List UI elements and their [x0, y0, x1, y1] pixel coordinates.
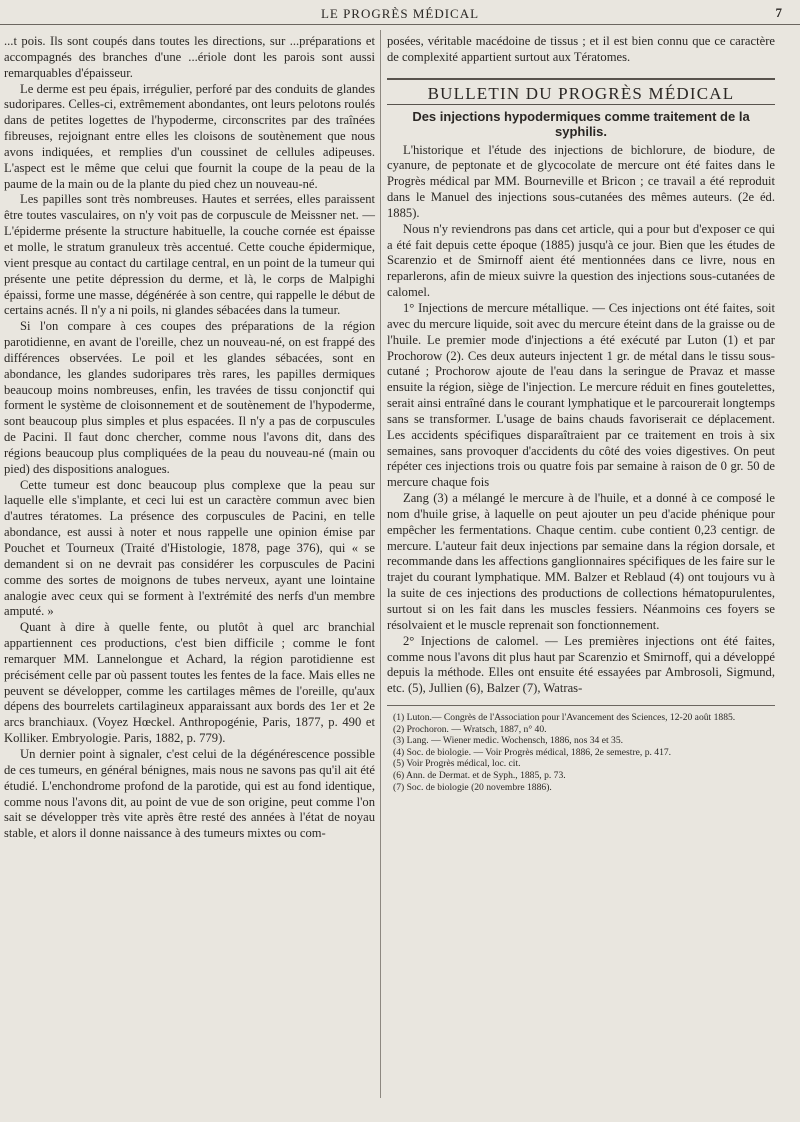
page-header: [0, 4, 800, 25]
footnote: (3) Lang. — Wiener medic. Wochensch, 1886, nos 34 et 35.: [393, 735, 624, 747]
footnote: (6) Ann. de Dermat. et de Syph., 1885, p. 73.: [393, 770, 566, 782]
right-column: [387, 34, 775, 793]
left-paragraph: Les papilles sont très nombreuses. Hautes et serrées, elles paraissent être toutes vasculaires, on n'y voit pas de corpuscule de Meissner net. — L'épiderme présente la structure habituelle, la couche cornée est épaisse et molle, le stratum granuleux très accentué. Cette couche épidermique, vient presque au contact du cartilage central, en un point de la tumeur qui présente une petite dépression du derme, et là, le corps de Malpighi épaissi, forme une masse, dégénérée à son centre, qui rappelle le début de certains acnés. Il n'y a ni poils, ni glandes sébacées dans la tumeur.: [4, 192, 376, 318]
footnote: (2) Prochoron. — Wratsch, 1887, n° 40.: [393, 723, 547, 735]
journal-title: LE PROGRÈS MÉDICAL: [320, 6, 480, 21]
right-continuation: posées, véritable macédoine de tissus ; et il est bien connu que ce caractère de complexité appartient surtout aux Tératomes.: [387, 34, 775, 64]
right-paragraph: L'historique et l'étude des injections de bichlorure, de biodure, de cyanure, de peptonate et de glycocolate de mercure ont été faites dans le Progrès médical par MM. Bourneville et Bricon ; ce travail a été reproduit dans le Manuel des injections sous-cutanées des mêmes auteurs. (2e éd. 1885).: [387, 142, 775, 220]
left-paragraph: Si l'on compare à ces coupes des préparations de la région parotidienne, en avant de l'oreille, chez un nouveau-né, on est frappé des différences observées. Le poil et les glandes sébacées, sont en abondance, les glandes sudoripares très rares, les papilles dermiques beaucoup moins nombreuses, enfin, les travées de tissu conjonctif qui forment le système de cloisonnement et de soutènement de l'hypoderme, sont beaucoup plus simples et plus espacées. Il n'y a pas de corpuscules de Pacini. Il faut donc chercher, comme nous l'avons dit, dans des régions beaucoup plus compliquées de la peau du nouveau-né (main ou pied) des dispositions analogues.: [4, 319, 375, 476]
footnote: (4) Soc. de biologie. — Voir Progrès médical, 1886, 2e semestre, p. 417.: [393, 746, 672, 758]
right-paragraph: Nous n'y reviendrons pas dans cet article, qui a pour but d'exposer ce qui a été fait depuis cette époque (1885) jusqu'à ce jour. Bien que les études de Scarenzio et de Smirnoff aient été mentionnées dans ce livre, nous en reparlerons, afin de mieux suivre la question des injections sous-cutanées de calomel.: [387, 221, 775, 300]
footnote: (7) Soc. de biologie (20 novembre 1886).: [393, 781, 552, 793]
left-paragraph: Un dernier point à signaler, c'est celui de la dégénérescence possible de ces tumeurs, en général bénignes, mais nous ne savons pas qu'il ait été étudié. L'enchondrome profond de la parotide, qui est au fond identique, comme nous l'avons dit, au point de vue de son origine, peut comme l'on sait se développer très vite après être resté des années à l'état de noyau stable, et alors il donne naissance à des tumeurs mixtes ou com-: [4, 746, 375, 841]
left-paragraph: Le derme est peu épais, irrégulier, perforé par des conduits de glandes sudoripares. Celles-ci, extrêmement abondantes, ont leurs pelotons roulés dans de petites logettes de l'hypoderme, circonscrites par des traînées fibreuses, rejoignant entre elles les cloisons de soutènement que nous avons indiquées, et remplies d'un coussinet de cellules adipeuses. L'aspect est le même que celui que fournit la coupe de la peau de la paume de la main ou de la plante du pied chez un nouveau-né.: [4, 81, 375, 191]
column-divider: [380, 30, 381, 1098]
footnote: (5) Voir Progrès médical, loc. cit.: [393, 758, 521, 770]
bulletin-banner: [387, 78, 775, 105]
left-paragraph: Cette tumeur est donc beaucoup plus complexe que la peau sur laquelle elle s'implante, et ceci lui est un caractère commun avec bien d'autres tératomes. La présence des corpuscules de Pacini, en telle abondance, est aussi à noter et nous rappelle une opinion émise par Pouchet et Tourneux (Traité d'Histologie, 1878, page 376), qui « se demandent si on ne devrait pas considérer les corpuscules de Pacini comme des sortes de moignons de tubes nerveux, ayant une lointaine analogie avec ceux qui se forment à l'extrémité des nerfs d'un membre amputé. »: [4, 477, 375, 619]
footnotes: [387, 705, 775, 793]
right-paragraph: Zang (3) a mélangé le mercure à de l'huile, et a donné à ce composé le nom d'huile grise, à laquelle on peut ajouter un peu d'acide phénique pour empêcher les fermentations. Chaque centim. cube contient 0,23 centigr. de mercure. L'auteur fait deux injections par semaine dans la région dorsale, et recommande dans les affections ganglionnaires spécifiques de les faire sur le trajet du courant lymphatique. MM. Balzer et Reblaud (4) ont toujours vu à la suite de ces injections des productions de collections hématopurulentes, surtout si on les fait dans les muscles fessiers. Néanmoins ces foyers se résolvaient et le muscle reprenait son fonctionnement.: [387, 491, 775, 632]
article-title: Des injections hypodermiques comme traitement de la syphilis.: [412, 108, 750, 139]
page-number: 7: [775, 5, 782, 20]
right-paragraph: 2° Injections de calomel. — Les premières injections ont été faites, comme nous l'avons dit plus haut par Scarenzio et Smirnoff, qui a développé depuis la méthode. Elles ont ensuite été essayées par Ambrosoli, Sigmund, etc. (5), Jullien (6), Balzer (7), Watras-: [387, 633, 775, 696]
footnote: (1) Luton.— Congrès de l'Association pour l'Avancement des Sciences, 12-20 août 1885.: [393, 712, 736, 724]
left-paragraph: ...t pois. Ils sont coupés dans toutes les directions, sur ...préparations et accompagnés des branches d'une ...ériole dont les parois sont aussi remarquables d'épaisseur.: [4, 34, 375, 80]
left-paragraph: Quant à dire à quelle fente, ou plutôt à quel arc branchial appartiennent ces productions, c'est bien difficile ; comme le font remarquer MM. Lannelongue et Achard, la région parotidienne est précisément celle par où passent toutes les fentes de la face. Mais elles ne peuvent se développer, comme les cartilages mêmes de l'oreille, qu'aux dépens des bourrelets cartilagineux apparaissant aux bords des 1er et 2e arcs branchiaux. (Voyez Hœckel. Anthropogénie, Paris, 1877, p. 490 et Kolliker. Embryologie. Paris, 1882, p. 779).: [4, 620, 375, 746]
right-paragraph: 1° Injections de mercure métallique. — Ces injections ont été faites, soit avec du mercure liquide, soit avec du mercure éteint dans de la graisse ou de l'huile. Le premier mode d'injections a été exécuté par Luton (1) et par Prochorow (2). Ces deux auteurs injectent 1 gr. de métal dans le tissu sous-cutané ; Prochorow ajoute de l'eau dans la seringue de Pravaz et masse ensuite la région, siège de l'injection. Le mercure réduit en fines goutelettes, serait ainsi entraîné dans le courant lymphatique et le parcourerait longtemps sans se transformer. L'usage de bains chauds favoriserait ce déplacement. Les accidents spécifiques disparaîtraient par ce traitement en trois à six semaines, sans provoquer d'accidents du côté des voies digestives. On peut répéter ces injections trois ou quatre fois par semaine à raison de 0 gr. 50 de mercure chaque fois: [387, 300, 775, 490]
left-column: [0, 34, 375, 842]
bulletin-title: BULLETIN DU PROGRÈS MÉDICAL: [427, 83, 735, 103]
